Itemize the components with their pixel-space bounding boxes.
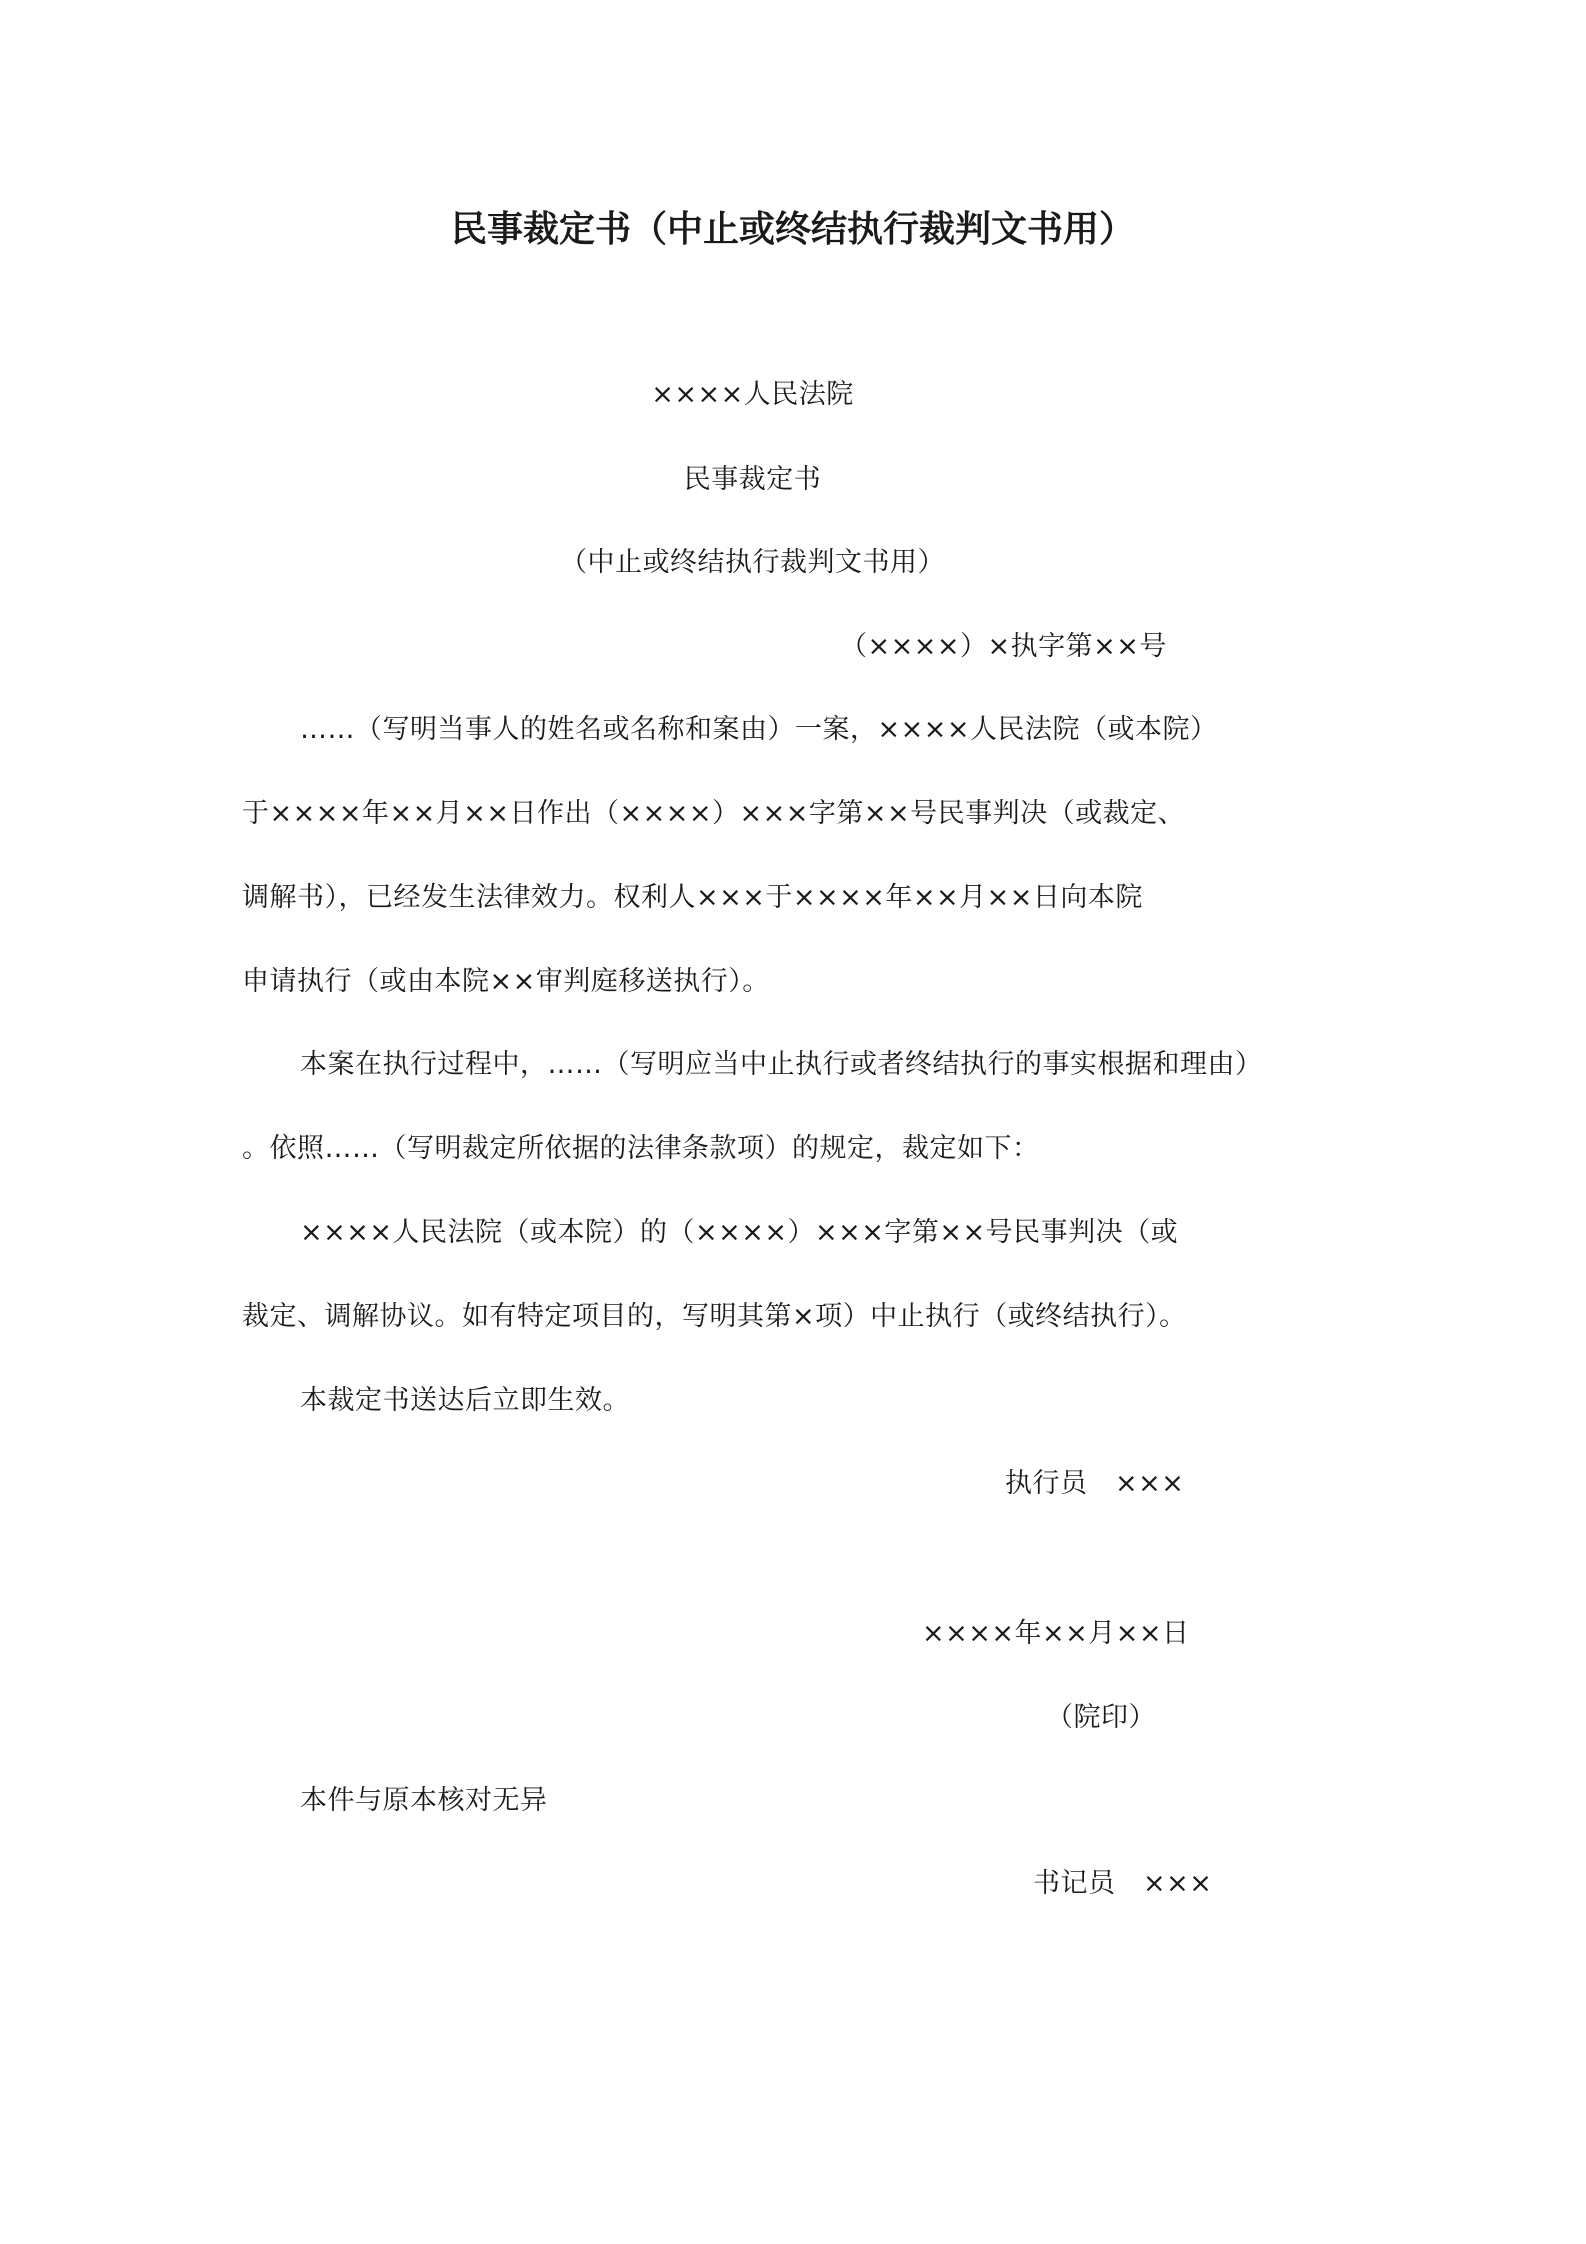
paragraph-4: 本裁定书送达后立即生效。 (300, 1385, 630, 1416)
paragraph-3-line-1: ××××人民法院（或本院）的（××××）×××字第××号民事判决（或 (300, 1217, 1179, 1248)
document-date: ××××年××月××日 (922, 1618, 1190, 1649)
executor-signature: 执行员 ××× (1005, 1468, 1185, 1499)
clerk-signature: 书记员 ××× (1033, 1868, 1213, 1899)
paragraph-3-line-2: 裁定、调解协议。如有特定项目的，写明其第×项）中止执行（或终结执行）。 (242, 1301, 1187, 1332)
paragraph-1-line-3: 调解书），已经发生法律效力。权利人×××于××××年××月××日向本院 (242, 882, 1143, 913)
verification-note: 本件与原本核对无异 (300, 1785, 548, 1816)
document-subtitle: （中止或终结执行裁判文书用） (560, 547, 945, 578)
paragraph-1-line-4: 申请执行（或由本院××审判庭移送执行）。 (242, 966, 770, 997)
document-type: 民事裁定书 (683, 464, 822, 495)
case-number: （××××）×执字第××号 (840, 631, 1167, 662)
paragraph-1-line-2: 于××××年××月××日作出（××××）×××字第××号民事判决（或裁定、 (242, 798, 1186, 829)
court-seal: （院印） (1046, 1702, 1156, 1733)
court-name: ××××人民法院 (651, 379, 854, 410)
paragraph-2-line-1: 本案在执行过程中，……（写明应当中止执行或者终结执行的事实根据和理由） (300, 1049, 1263, 1080)
document-title: 民事裁定书（中止或终结执行裁判文书用） (450, 209, 1135, 250)
paragraph-2-line-2: 。依照……（写明裁定所依据的法律条款项）的规定，裁定如下： (242, 1133, 1040, 1164)
paragraph-1-line-1: ……（写明当事人的姓名或名称和案由）一案，××××人民法院（或本院） (300, 714, 1218, 745)
